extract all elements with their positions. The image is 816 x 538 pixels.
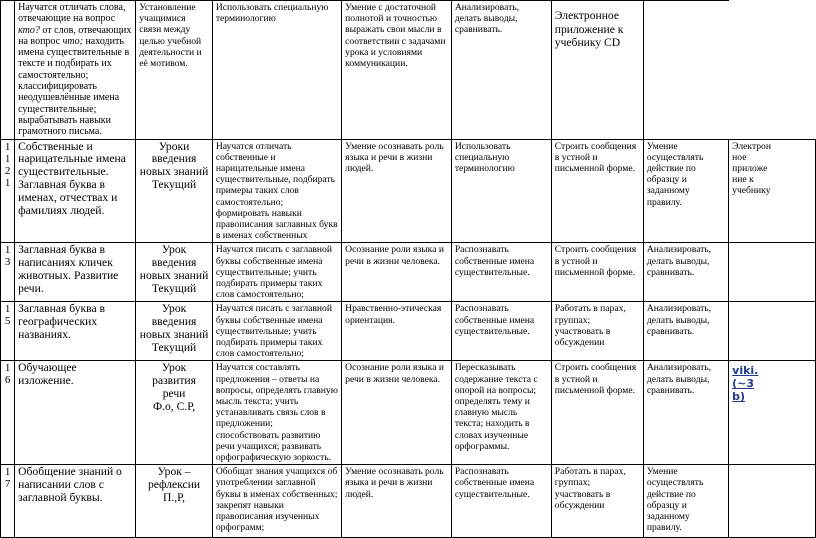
cognitive-cell: Пересказывать содержание текста с опорой на вопросы; определять тему и главную мысль текста; находить в словах изученные орфограммы. bbox=[451, 361, 551, 465]
results-cell: Научатся писать с заглавной буквы собственные имена существительные; учить подбирать примеры таких слов самостоятельно; bbox=[212, 302, 341, 361]
table-row bbox=[1, 361, 816, 465]
resources-cell bbox=[729, 243, 816, 302]
communicative-cell: Строить сообщения в устной и письменной форме. bbox=[551, 243, 643, 302]
table-row bbox=[1, 302, 816, 361]
header-resources-cell: Электронное приложение к учебнику CD bbox=[551, 1, 643, 140]
lesson-number-cell: 1 3 bbox=[1, 243, 15, 302]
regulative-cell: Умение осуществлять действие по образцу и заданному правилу. bbox=[643, 139, 728, 243]
lesson-type-cell: Урок развития речи Ф.о, С.Р, bbox=[136, 361, 213, 465]
header-communicative-cell: Умение с достаточной полнотой и точностью выражать свои мысли в соответствии с задачами урока и условиями коммуникации. bbox=[342, 1, 452, 140]
regulative-cell: Умение осуществлять действие по образцу и заданному правилу. bbox=[643, 465, 728, 538]
cognitive-cell: Распознавать собственные имена существительные. bbox=[451, 243, 551, 302]
resources-cell bbox=[729, 465, 816, 538]
regulative-cell: Анализировать, делать выводы, сравнивать. bbox=[643, 243, 728, 302]
results-cell: Научатся составлять предложения – ответы на вопросы, определять главную мысль текста; учить устанавливать связь слов в предложении; способствовать развитию речи учащихся; развивать орфографическую зоркость. bbox=[212, 361, 341, 465]
communicative-cell: Работать в парах, группах; участвовать в обсуждении bbox=[551, 465, 643, 538]
header-regulative-cell: Анализировать, делать выводы, сравнивать. bbox=[451, 1, 551, 140]
lesson-number-cell: 1 1 2 1 bbox=[1, 139, 15, 243]
header-empty-cell bbox=[729, 1, 816, 140]
lesson-number-cell: 1 5 bbox=[1, 302, 15, 361]
header-num-cell bbox=[1, 1, 15, 140]
lesson-type-cell: Уроки введения новых знаний Текущий bbox=[136, 139, 213, 243]
header-personal-cell: Установление учащимися связи между целью учебной деятельности и её мотивом. bbox=[136, 1, 213, 140]
personal-cell: Умение осознавать роль языка и речи в жизни людей. bbox=[342, 465, 452, 538]
table-row bbox=[1, 243, 816, 302]
communicative-cell: Работать в парах, группах; участвовать в обсуждении bbox=[551, 302, 643, 361]
header-cognitive-cell: Использовать специальную терминологию bbox=[212, 1, 341, 140]
cognitive-cell: Распознавать собственные имена существительные. bbox=[451, 465, 551, 538]
lesson-topic-cell: Обучающее изложение. bbox=[15, 361, 136, 465]
lesson-topic-cell: Обобщение знаний о написании слов с заглавной буквы. bbox=[15, 465, 136, 538]
header-results-cell: Научатся отличать слова, отвечающие на вопрос кто? от слов, отвечающих на вопрос что; находить имена существительные в тексте и подбирать их самостоятельно; классифицировать неодушевлённые имена существительные; вырабатывать навыки грамотного письма. bbox=[15, 1, 136, 140]
table-row bbox=[1, 1, 816, 140]
regulative-cell: Анализировать, делать выводы, сравнивать. bbox=[643, 361, 728, 465]
cognitive-cell: Распознавать собственные имена существительные. bbox=[451, 302, 551, 361]
results-cell: Научатся отличать собственные и нарицательные имена существительные, подбирать примеры таких слов самостоятельно; формировать навыки правописания заглавных букв в именах собственных bbox=[212, 139, 341, 243]
communicative-cell: Строить сообщения в устной и письменной форме. bbox=[551, 139, 643, 243]
lesson-type-cell: Урок – рефлексии П.,Р, bbox=[136, 465, 213, 538]
table-row bbox=[1, 139, 816, 243]
lesson-type-cell: Урок введения новых знаний Текущий bbox=[136, 243, 213, 302]
communicative-cell: Строить сообщения в устной и письменной форме. bbox=[551, 361, 643, 465]
regulative-cell: Анализировать, делать выводы, сравнивать. bbox=[643, 302, 728, 361]
lesson-type-cell: Урок введения новых знаний Текущий bbox=[136, 302, 213, 361]
table-row bbox=[1, 465, 816, 538]
results-cell: Научатся писать с заглавной буквы собственные имена существительные; учить подбирать примеры таких слов самостоятельно; bbox=[212, 243, 341, 302]
personal-cell: Умение осознавать роль языка и речи в жизни людей. bbox=[342, 139, 452, 243]
header-empty-cell bbox=[643, 1, 728, 140]
personal-cell: Нравственно-этическая ориентация. bbox=[342, 302, 452, 361]
resources-cell[interactable] bbox=[729, 361, 816, 465]
lesson-topic-cell: Собственные и нарицательные имена существительные. Заглавная буква в именах, отчествах и фамилиях людей. bbox=[15, 139, 136, 243]
lesson-number-cell: 1 6 bbox=[1, 361, 15, 465]
lesson-number-cell: 1 7 bbox=[1, 465, 15, 538]
resource-link[interactable]: viki. (~3 b) bbox=[732, 364, 759, 404]
lesson-topic-cell: Заглавная буква в написаниях кличек животных. Развитие речи. bbox=[15, 243, 136, 302]
results-cell: Обобщат знания учащихся об употреблении заглавной буквы в именах собственных; закрепят навыки правописания изученных орфограмм; bbox=[212, 465, 341, 538]
resources-cell: Электронное приложение к учебнику bbox=[729, 139, 816, 243]
personal-cell: Осознание роли языка и речи в жизни человека. bbox=[342, 243, 452, 302]
personal-cell: Осознание роли языка и речи в жизни человека. bbox=[342, 361, 452, 465]
cognitive-cell: Использовать специальную терминологию bbox=[451, 139, 551, 243]
resources-cell bbox=[729, 302, 816, 361]
lesson-topic-cell: Заглавная буква в географических названиях. bbox=[15, 302, 136, 361]
